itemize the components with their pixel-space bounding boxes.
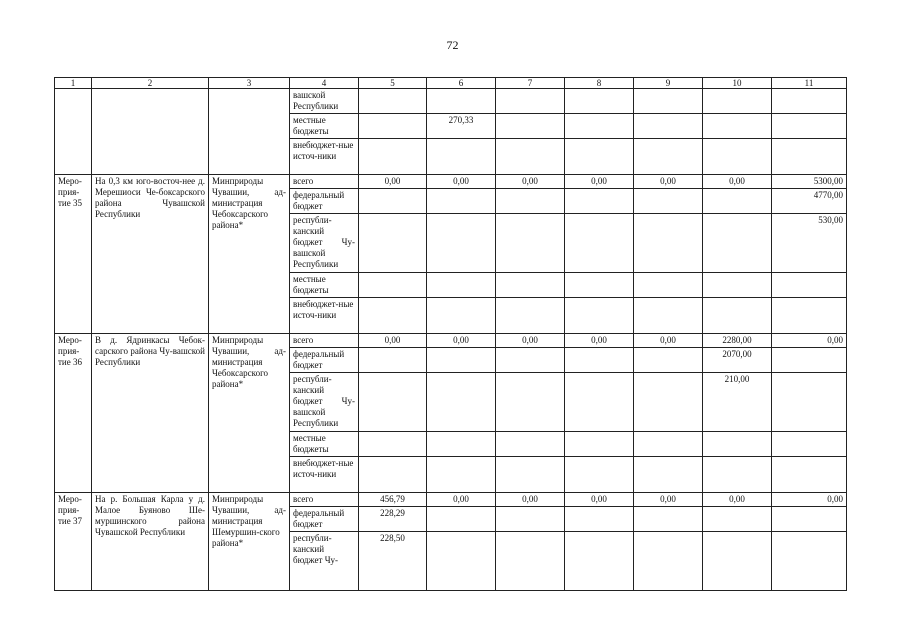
value-cell [634, 348, 703, 373]
value-cell [634, 214, 703, 273]
value-cell [496, 298, 565, 334]
value-cell [427, 432, 496, 457]
value-cell [565, 273, 634, 298]
value-cell [496, 273, 565, 298]
table-row [55, 493, 847, 507]
page-number: 72 [446, 38, 459, 52]
value-cell [427, 89, 496, 114]
value-cell: 2070,00 [703, 348, 772, 373]
value-cell [496, 189, 565, 214]
value-cell [565, 139, 634, 175]
value-cell [565, 189, 634, 214]
value-cell [634, 273, 703, 298]
table-row [55, 334, 847, 348]
value-cell: 0,00 [427, 493, 496, 507]
value-cell [634, 298, 703, 334]
executor-cell: Минприроды Чувашии, ад-министрация Чебоксарского района* [209, 334, 290, 493]
value-cell [359, 432, 427, 457]
value-cell: 270,33 [427, 114, 496, 139]
value-cell [772, 139, 847, 175]
location-cell [92, 89, 209, 175]
value-cell: 0,00 [634, 334, 703, 348]
value-cell: 0,00 [772, 334, 847, 348]
value-cell: 0,00 [359, 334, 427, 348]
value-cell [496, 139, 565, 175]
value-cell [634, 114, 703, 139]
value-cell [703, 273, 772, 298]
value-cell [359, 214, 427, 273]
executor-cell: Минприроды Чувашии, ад-министрация Чебоксарского района* [209, 175, 290, 334]
value-cell: 210,00 [703, 373, 772, 432]
funding-source-cell: местные бюджеты [290, 432, 359, 457]
budget-table [54, 77, 847, 591]
column-number-row [55, 78, 847, 89]
funding-source-cell: республи-канский бюджет Чу-вашской Республики [290, 373, 359, 432]
value-cell [703, 298, 772, 334]
value-cell [703, 532, 772, 591]
value-cell [565, 298, 634, 334]
column-number: 6 [427, 78, 496, 89]
value-cell [496, 457, 565, 493]
value-cell [427, 298, 496, 334]
funding-source-cell: внебюджет-ные источ-ники [290, 298, 359, 334]
funding-source-cell: федеральный бюджет [290, 348, 359, 373]
column-number: 4 [290, 78, 359, 89]
funding-source-cell: внебюджет-ные источ-ники [290, 457, 359, 493]
value-cell [565, 114, 634, 139]
value-cell [496, 432, 565, 457]
value-cell [496, 348, 565, 373]
value-cell: 0,00 [634, 175, 703, 189]
value-cell [359, 273, 427, 298]
column-number: 5 [359, 78, 427, 89]
value-cell [772, 89, 847, 114]
value-cell [427, 273, 496, 298]
measure-name-cell [55, 89, 92, 175]
funding-source-cell: местные бюджеты [290, 273, 359, 298]
measure-name-cell: Меро-прия-тие 35 [55, 175, 92, 334]
value-cell [772, 457, 847, 493]
value-cell [634, 189, 703, 214]
value-cell [772, 348, 847, 373]
value-cell [565, 89, 634, 114]
value-cell [565, 532, 634, 591]
value-cell [634, 532, 703, 591]
value-cell [359, 114, 427, 139]
value-cell [427, 507, 496, 532]
table-row [55, 89, 847, 114]
value-cell [359, 348, 427, 373]
value-cell [565, 457, 634, 493]
funding-source-cell: всего [290, 493, 359, 507]
value-cell: 228,50 [359, 532, 427, 591]
funding-source-cell: вашской Республики [290, 89, 359, 114]
value-cell [703, 139, 772, 175]
value-cell [496, 532, 565, 591]
value-cell [634, 139, 703, 175]
value-cell: 0,00 [772, 493, 847, 507]
executor-cell: Минприроды Чувашии, ад-министрация Шемуршин-ского района* [209, 493, 290, 591]
value-cell [427, 214, 496, 273]
value-cell: 0,00 [565, 334, 634, 348]
value-cell [703, 507, 772, 532]
executor-cell [209, 89, 290, 175]
measure-name-cell: Меро-прия-тие 37 [55, 493, 92, 591]
value-cell [565, 432, 634, 457]
column-number: 3 [209, 78, 290, 89]
value-cell [359, 373, 427, 432]
value-cell [565, 214, 634, 273]
value-cell [703, 457, 772, 493]
value-cell: 2280,00 [703, 334, 772, 348]
value-cell [496, 507, 565, 532]
value-cell [565, 348, 634, 373]
value-cell [703, 114, 772, 139]
column-number: 9 [634, 78, 703, 89]
value-cell: 0,00 [565, 493, 634, 507]
value-cell [496, 214, 565, 273]
value-cell [772, 532, 847, 591]
value-cell: 5300,00 [772, 175, 847, 189]
value-cell [427, 139, 496, 175]
funding-source-cell: всего [290, 175, 359, 189]
value-cell: 4770,00 [772, 189, 847, 214]
funding-source-cell: республи-канский бюджет Чу-вашской Республики [290, 214, 359, 273]
value-cell [359, 139, 427, 175]
value-cell [496, 114, 565, 139]
location-cell: В д. Ядринкасы Чебок-сарского района Чу-вашской Республики [92, 334, 209, 493]
value-cell [634, 457, 703, 493]
value-cell: 0,00 [427, 334, 496, 348]
column-number: 7 [496, 78, 565, 89]
funding-source-cell: внебюджет-ные источ-ники [290, 139, 359, 175]
value-cell [772, 507, 847, 532]
value-cell [427, 457, 496, 493]
column-number: 10 [703, 78, 772, 89]
funding-source-cell: всего [290, 334, 359, 348]
value-cell: 0,00 [359, 175, 427, 189]
value-cell [772, 432, 847, 457]
value-cell [772, 373, 847, 432]
value-cell [634, 507, 703, 532]
value-cell [703, 214, 772, 273]
column-number: 2 [92, 78, 209, 89]
column-number: 11 [772, 78, 847, 89]
value-cell [427, 348, 496, 373]
measure-name-cell: Меро-прия-тие 36 [55, 334, 92, 493]
value-cell [634, 432, 703, 457]
column-number: 1 [55, 78, 92, 89]
value-cell [703, 89, 772, 114]
value-cell [359, 457, 427, 493]
value-cell [772, 273, 847, 298]
value-cell [634, 89, 703, 114]
value-cell: 0,00 [565, 175, 634, 189]
value-cell [359, 189, 427, 214]
value-cell: 0,00 [703, 493, 772, 507]
column-number: 8 [565, 78, 634, 89]
value-cell [565, 373, 634, 432]
funding-source-cell: местные бюджеты [290, 114, 359, 139]
value-cell [427, 189, 496, 214]
value-cell: 0,00 [703, 175, 772, 189]
value-cell [565, 507, 634, 532]
funding-source-cell: республи-канский бюджет Чу- [290, 532, 359, 591]
funding-source-cell: федеральный бюджет [290, 507, 359, 532]
value-cell: 228,29 [359, 507, 427, 532]
value-cell [772, 298, 847, 334]
value-cell: 530,00 [772, 214, 847, 273]
value-cell [496, 373, 565, 432]
value-cell: 0,00 [427, 175, 496, 189]
value-cell [359, 89, 427, 114]
location-cell: На р. Большая Карла у д. Малое Буяново Ше-муршинского района Чувашской Республики [92, 493, 209, 591]
value-cell [703, 432, 772, 457]
value-cell [634, 373, 703, 432]
value-cell [772, 114, 847, 139]
location-cell: На 0,3 км юго-восточ-нее д. Мерешиоси Че-боксарского района Чувашской Республики [92, 175, 209, 334]
value-cell [496, 89, 565, 114]
value-cell [427, 373, 496, 432]
funding-source-cell: федеральный бюджет [290, 189, 359, 214]
value-cell: 0,00 [496, 175, 565, 189]
value-cell: 456,79 [359, 493, 427, 507]
value-cell [359, 298, 427, 334]
value-cell [703, 189, 772, 214]
value-cell: 0,00 [496, 334, 565, 348]
value-cell: 0,00 [496, 493, 565, 507]
table-row [55, 175, 847, 189]
value-cell: 0,00 [634, 493, 703, 507]
value-cell [427, 532, 496, 591]
